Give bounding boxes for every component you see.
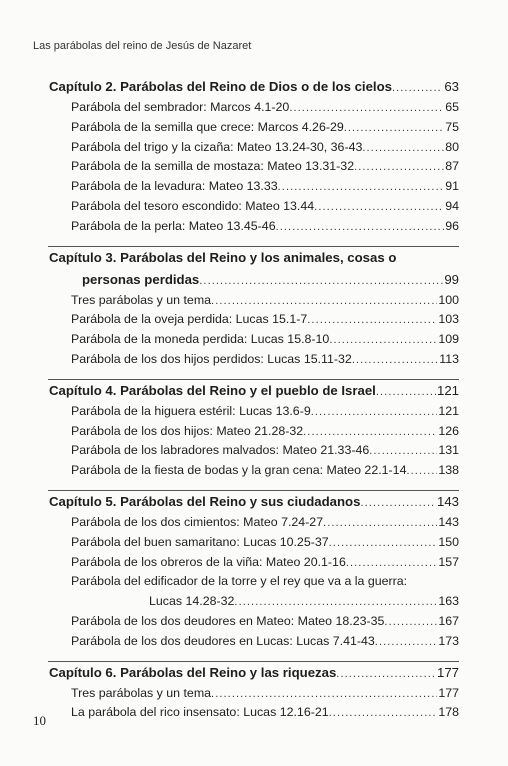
toc-entry [49,572,459,592]
toc-entry [49,98,459,118]
entry-title: Parábola del buen samaritano: Lucas 10.25-37 [71,534,329,549]
leader-dots [336,663,436,685]
leader-dots [329,331,437,351]
chapter-3 [49,247,459,370]
chapter-page: 143 [436,493,459,509]
toc-entry [49,513,459,533]
leader-dots [406,462,437,482]
leader-dots [346,554,437,574]
chapter-heading-continued [49,269,459,291]
leader-dots [362,139,444,159]
entry-title: Parábola de los dos cimientos: Mateo 7.24-27 [71,514,324,529]
toc-entry [49,612,459,632]
toc-entry [49,632,459,652]
toc-entry [49,553,459,573]
chapter-title: Capítulo 6. Parábolas del Reino y las riquezas [49,664,337,680]
chapter-title: Capítulo 3. Parábolas del Reino y los animales, cosas o [49,249,397,265]
chapter-heading [49,247,459,269]
chapter-title: Capítulo 5. Parábolas del Reino y sus ciudadanos [49,493,361,509]
entry-title: Parábola de la moneda perdida: Lucas 15.8-10 [71,332,330,347]
leader-dots [211,292,437,312]
leader-dots [329,704,438,724]
entry-page: 103 [438,312,459,327]
entry-page: 131 [438,443,459,458]
entry-page: 87 [445,159,459,174]
leader-dots [375,633,438,653]
leader-dots [352,351,438,371]
entry-title: Parábola de la semilla de mostaza: Mateo 13.31-32 [71,159,355,174]
entry-page: 80 [445,139,459,154]
entry-title: Parábola de la levadura: Mateo 13.33 [71,179,278,194]
entry-title: Parábola del sembrador: Marcos 4.1-20 [71,100,290,114]
toc-entry [49,533,459,553]
running-head: Las parábolas del reino de Jesús de Nazaret [33,40,252,52]
chapter-page: 63 [444,79,459,94]
entry-title: Tres parábolas y un tema [71,292,212,307]
chapter-heading [49,491,459,513]
entry-title: Parábola del tesoro escondido: Mateo 13.44 [71,198,315,213]
entry-page: 143 [438,514,459,529]
entry-page: 121 [438,403,459,418]
entry-page: 173 [438,633,459,648]
leader-dots [384,613,437,633]
entry-page: 94 [445,198,459,213]
toc-entry [49,177,459,197]
chapter-heading [49,662,459,684]
entry-page: 65 [445,100,459,114]
chapter-6 [49,662,459,724]
entry-title: Parábola de los dos hijos perdidos: Lucas 15.11-32 [71,351,352,366]
entry-page: 109 [438,332,459,347]
entry-page: 138 [438,463,459,478]
entry-title: Tres parábolas y un tema [71,685,212,700]
toc-entry [49,197,459,217]
leader-dots [276,218,445,238]
leader-dots [360,492,436,514]
toc-entry [49,461,459,481]
entry-title: Parábola del trigo y la cizaña: Mateo 13.24-30, 36-43 [71,139,363,154]
toc-entry [49,217,459,237]
chapter-title: Capítulo 2. Parábolas del Reino de Dios o de los cielos [49,79,392,94]
entry-page: 96 [445,218,459,233]
toc-entry [49,441,459,461]
entry-title: Parábola de la perla: Mateo 13.45-46 [71,218,276,233]
leader-dots [323,514,437,534]
leader-dots [314,198,444,218]
toc-entry [49,703,459,723]
toc-entry [49,310,459,330]
leader-dots [211,685,437,705]
entry-page: 75 [445,119,459,134]
chapter-heading [49,380,459,402]
toc-entry [49,330,459,350]
entry-title: Parábola de la semilla que crece: Marcos 4.26-29 [71,119,344,134]
toc-entry [49,291,459,311]
leader-dots [376,381,436,403]
entry-title: Parábola de los dos hijos: Mateo 21.28-32 [71,423,304,438]
entry-title: Parábola de la higuera estéril: Lucas 13.6-9 [71,403,311,418]
table-of-contents [49,76,459,723]
leader-dots [234,593,437,613]
chapter-page: 99 [444,271,459,287]
chapter-5 [49,491,459,652]
leader-dots [329,534,438,554]
entry-page: 100 [438,292,459,307]
chapter-title-continued: personas perdidas [82,271,200,287]
leader-dots [199,270,443,292]
toc-entry [49,157,459,177]
leader-dots [307,311,437,331]
leader-dots [278,178,445,198]
entry-title: Parábola del edificador de la torre y el rey que va a la guerra: [71,574,408,589]
entry-title-continued: Lucas 14.28-32 [149,594,235,609]
chapter-title: Capítulo 4. Parábolas del Reino y el pueblo de Israel [49,382,376,398]
toc-entry [49,402,459,422]
chapter-2 [49,76,459,237]
leader-dots [354,158,444,178]
entry-title: Parábola de la oveja perdida: Lucas 15.1-7 [71,312,308,327]
entry-page: 126 [438,423,459,438]
entry-page: 167 [438,613,459,628]
leader-dots [289,99,444,119]
toc-entry-continued [49,592,459,612]
toc-entry [49,138,459,158]
leader-dots [303,423,437,443]
entry-title: Parábola de los obreros de la viña: Mateo 20.1-16 [71,554,346,569]
page-number: 10 [33,713,46,728]
toc-entry [49,422,459,442]
chapter-heading [49,76,459,98]
entry-page: 177 [438,685,459,700]
entry-title: Parábola de los labradores malvados: Mateo 21.33-46 [71,443,370,458]
leader-dots [311,403,438,423]
toc-entry [49,684,459,704]
leader-dots [369,442,437,462]
chapter-page: 177 [436,664,459,680]
chapter-4 [49,380,459,481]
toc-entry [49,350,459,370]
entry-page: 178 [438,705,459,720]
entry-title: La parábola del rico insensato: Lucas 12.16-21 [71,705,329,720]
entry-page: 157 [438,554,459,569]
entry-page: 91 [445,179,459,194]
leader-dots [344,119,444,139]
entry-page: 163 [438,594,459,609]
chapter-page: 121 [436,382,459,398]
entry-title: Parábola de la fiesta de bodas y la gran cena: Mateo 22.1-14 [71,463,407,478]
leader-dots [392,77,443,99]
entry-page: 113 [439,351,459,366]
entry-title: Parábola de los dos deudores en Mateo: Mateo 18.23-35 [71,613,385,628]
entry-title: Parábola de los dos deudores en Lucas: Lucas 7.41-43 [71,633,375,648]
toc-entry [49,118,459,138]
entry-page: 150 [438,534,459,549]
